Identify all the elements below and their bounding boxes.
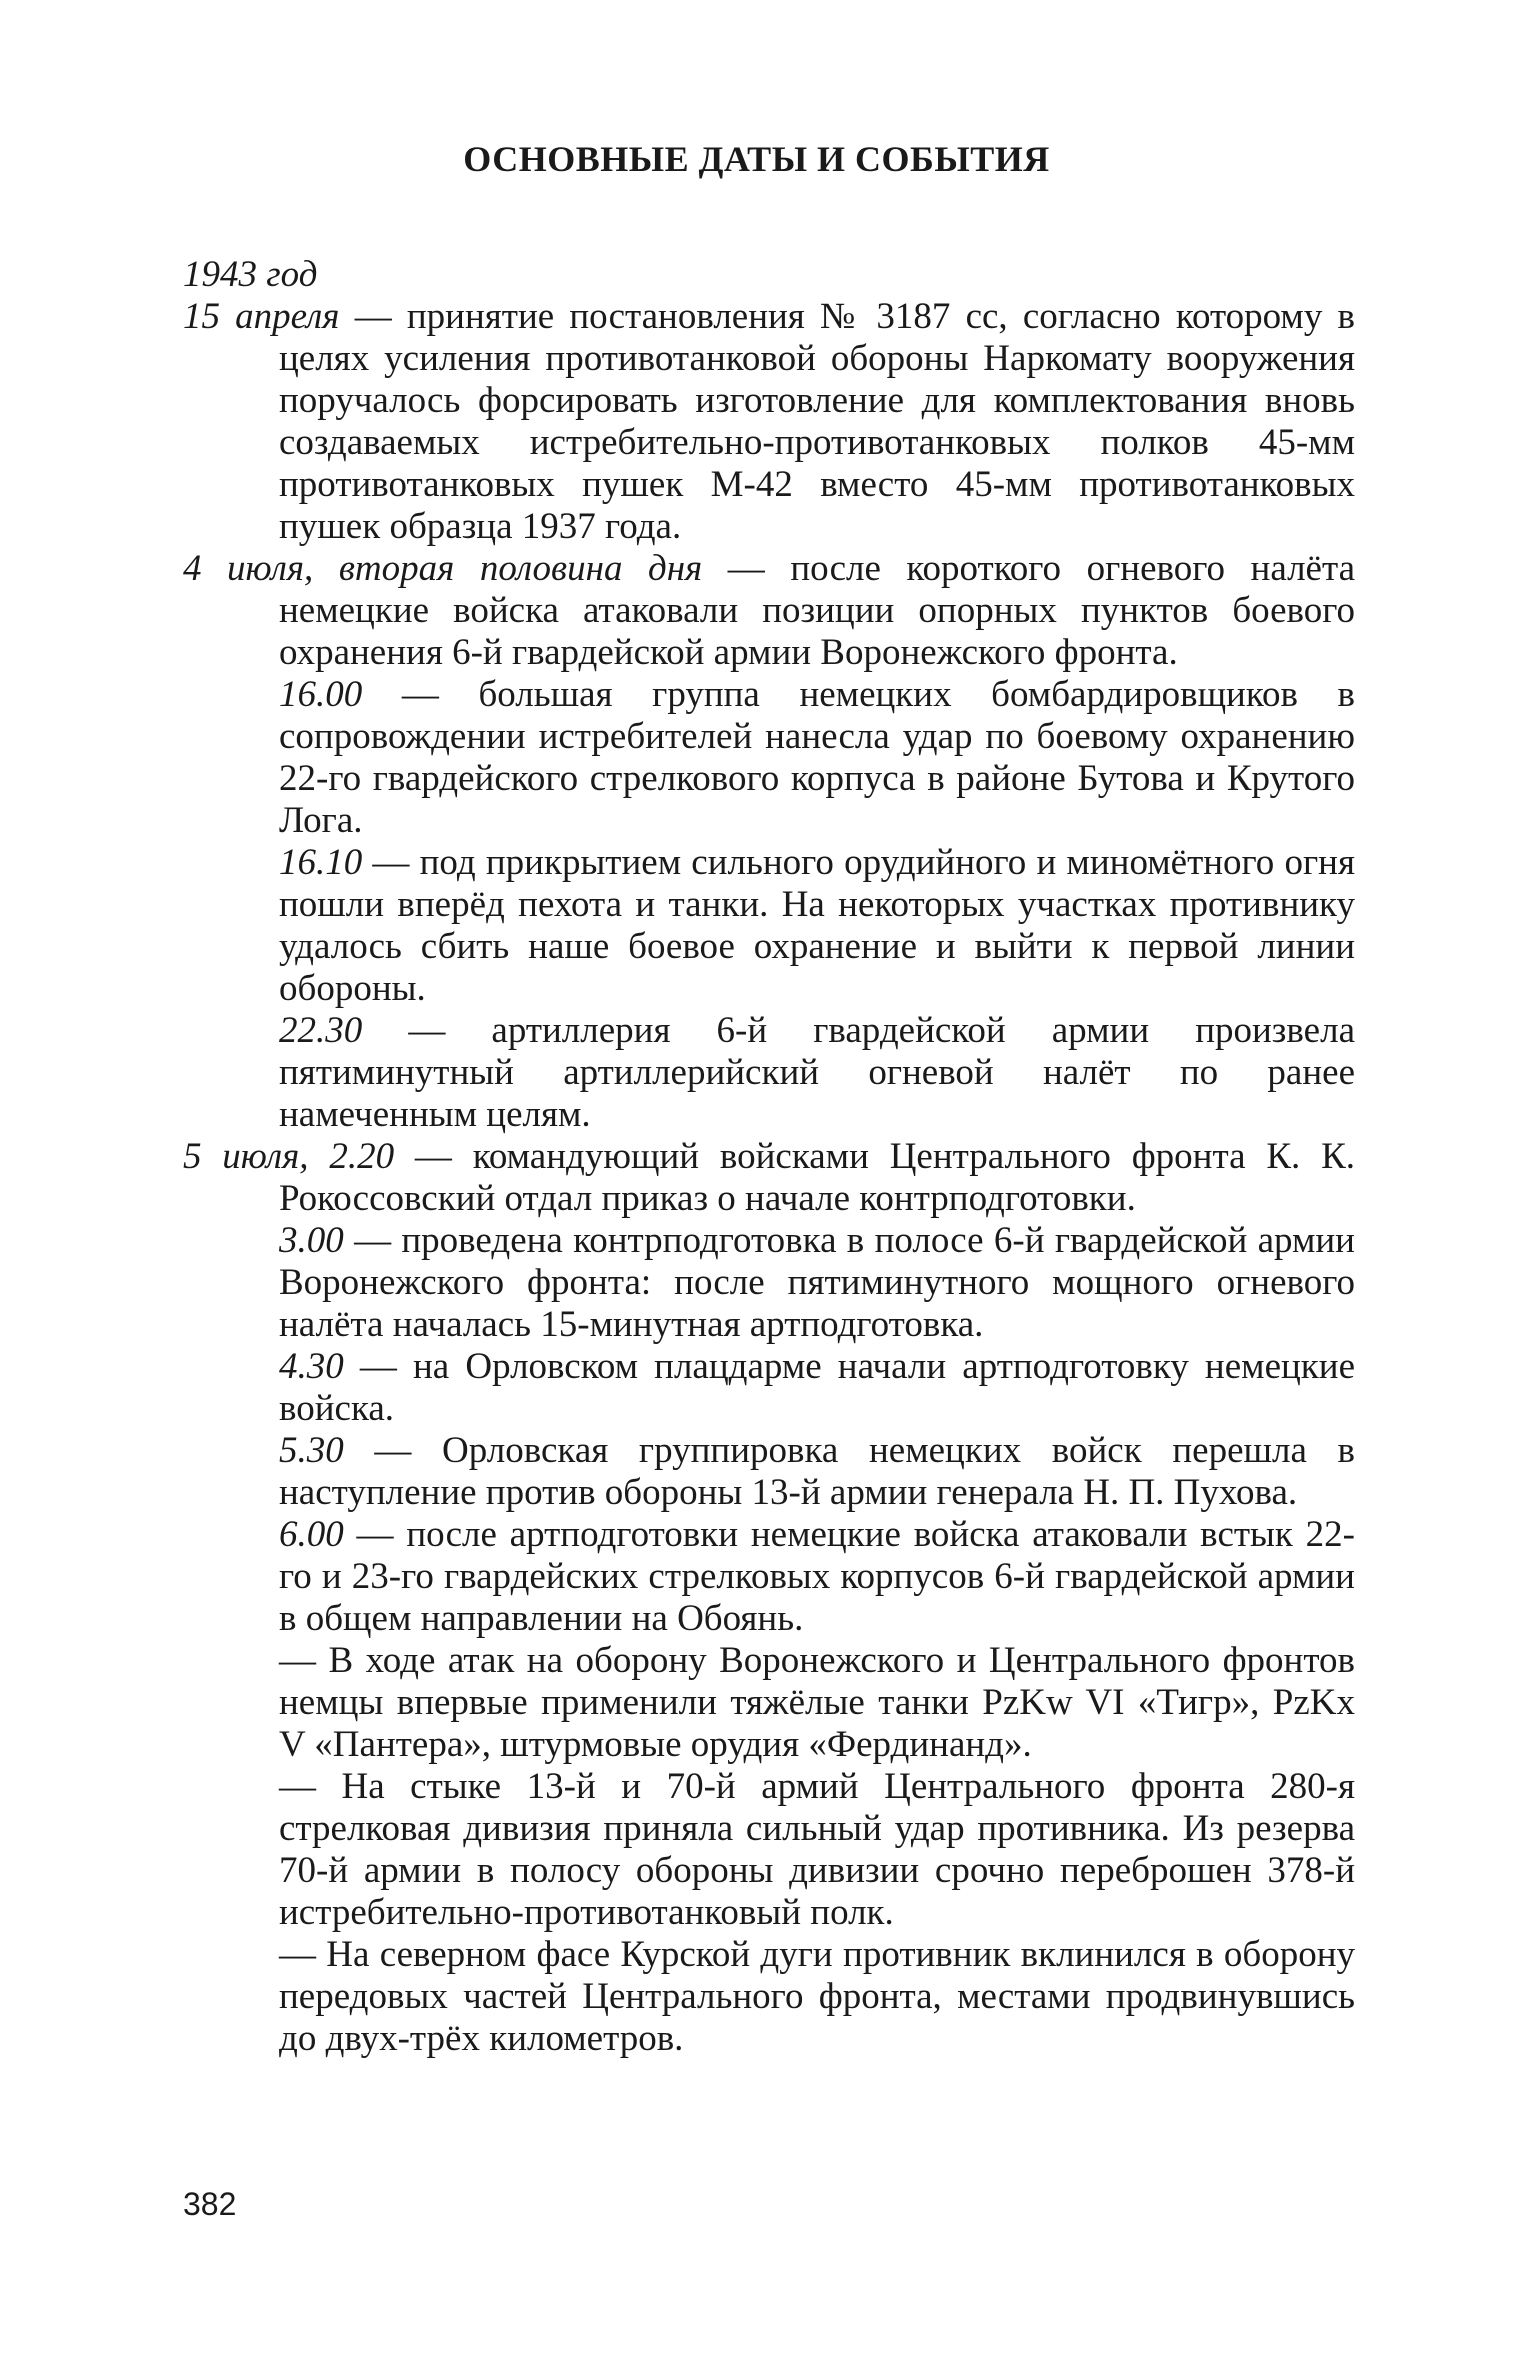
- page-number: 382: [183, 2186, 237, 2222]
- entry-text: — после короткого огневого налёта немецкие войска атаковали позиции опорных пунктов боевого охранения 6-й гвардейской армии Воронежского фронта.: [279, 548, 1355, 673]
- entry-text: — принятие постановления № 3187 сс, согласно которому в целях усиления противотанковой обороны Наркомату вооружения поручалось форсировать изготовление для комплектования вновь создаваемых истребительно-противотанковых полков 45-мм противотанковых пушек М-42 вместо 45-мм противотанковых пушек образца 1937 года.: [279, 296, 1355, 547]
- chronology-entry: [183, 296, 1355, 548]
- entry-date-label: 5 июля, 2.20: [183, 1136, 395, 1177]
- subentry-time-label: 6.00: [279, 1514, 344, 1555]
- page-title: ОСНОВНЫЕ ДАТЫ И СОБЫТИЯ: [463, 139, 1050, 179]
- chronology-subentry: [183, 1640, 1355, 1766]
- chronology-subentry: [183, 1514, 1355, 1640]
- subentry-time-label: 5.30: [279, 1430, 344, 1471]
- subentry-text: — На стыке 13-й и 70-й армий Центрального фронта 280-я стрелковая дивизия приняла сильный удар противника. Из резерва 70-й армии в полосу обороны дивизии срочно переброшен 378-й истребительно-противотанковый полк.: [279, 1766, 1355, 1933]
- year-heading: 1943 год: [183, 254, 318, 295]
- chronology-subentry: [183, 1934, 1355, 2060]
- subentry-text: — Орловская группировка немецких войск перешла в наступление против обороны 13-й армии генерала Н. П. Пухова.: [279, 1430, 1355, 1513]
- chronology-subentry: [183, 842, 1355, 1010]
- entry-date-label: 4 июля, вторая половина дня: [183, 548, 703, 589]
- subentry-time-label: 16.10: [279, 842, 363, 883]
- subentry-text: — На северном фасе Курской дуги противник вклинился в оборону передовых частей Центрального фронта, местами продвинувшись до двух-трёх километров.: [279, 1934, 1355, 2059]
- chronology-subentry: [183, 1766, 1355, 1934]
- subentry-text: — большая группа немецких бомбардировщиков в сопровождении истребителей нанесла удар по боевому охранению 22-го гвардейского стрелкового корпуса в районе Бутова и Крутого Лога.: [279, 674, 1355, 841]
- entry-text: — командующий войсками Центрального фронта К. К. Рокоссовский отдал приказ о начале контрподготовки.: [279, 1136, 1355, 1219]
- chronology-subentry: [183, 1346, 1355, 1430]
- subentry-text: — проведена контрподготовка в полосе 6-й гвардейской армии Воронежского фронта: после пятиминутного мощного огневого налёта началась 15-минутная артподготовка.: [279, 1220, 1355, 1345]
- subentry-text: — после артподготовки немецкие войска атаковали встык 22-го и 23-го гвардейских стрелковых корпусов 6-й гвардейской армии в общем направлении на Обоянь.: [279, 1514, 1355, 1639]
- subentry-time-label: 16.00: [279, 674, 363, 715]
- chronology-subentry: [183, 1010, 1355, 1136]
- entry-date-label: 15 апреля: [183, 296, 340, 337]
- chronology-entry: [183, 1136, 1355, 1220]
- chronology-subentry: [183, 674, 1355, 842]
- subentry-text: — артиллерия 6-й гвардейской армии произвела пятиминутный артиллерийский огневой налёт по ранее намеченным целям.: [279, 1010, 1355, 1135]
- subentry-time-label: 4.30: [279, 1346, 344, 1387]
- subentry-text: — на Орловском плацдарме начали артподготовку немецкие войска.: [279, 1346, 1355, 1429]
- subentry-text: — В ходе атак на оборону Воронежского и Центрального фронтов немцы впервые применили тяжёлые танки PzKw VI «Тигр», PzKx V «Пантера», штурмовые орудия «Фердинанд».: [279, 1640, 1355, 1765]
- subentry-text: — под прикрытием сильного орудийного и миномётного огня пошли вперёд пехота и танки. На некоторых участках противнику удалось сбить наше боевое охранение и выйти к первой линии обороны.: [279, 842, 1355, 1009]
- chronology-body: [183, 254, 1355, 2060]
- chronology-entry: [183, 548, 1355, 674]
- subentry-time-label: 3.00: [279, 1220, 344, 1261]
- chronology-subentry: [183, 1430, 1355, 1514]
- chronology-subentry: [183, 1220, 1355, 1346]
- subentry-time-label: 22.30: [279, 1010, 363, 1051]
